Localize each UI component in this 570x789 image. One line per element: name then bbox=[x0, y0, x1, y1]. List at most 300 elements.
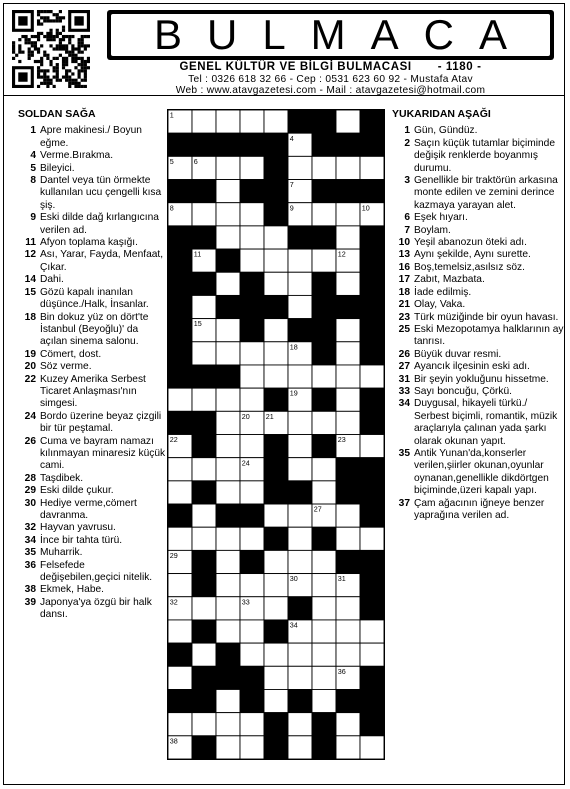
grid-cell-number: 16 bbox=[241, 319, 250, 329]
grid-cell[interactable] bbox=[288, 550, 312, 573]
grid-cell[interactable] bbox=[240, 481, 264, 504]
across-clue bbox=[10, 374, 166, 411]
grid-cell[interactable] bbox=[240, 203, 264, 226]
down-clue bbox=[384, 237, 564, 249]
across-clue bbox=[10, 547, 166, 559]
grid-cell[interactable] bbox=[336, 527, 360, 550]
across-clue-number: 24 bbox=[24, 410, 36, 422]
grid-cell-number: 5 bbox=[169, 156, 174, 166]
grid-cell[interactable] bbox=[216, 388, 240, 411]
grid-cell[interactable] bbox=[312, 620, 336, 643]
down-clue bbox=[384, 125, 564, 137]
grid-block bbox=[216, 365, 240, 388]
grid-block bbox=[168, 411, 192, 434]
down-clue bbox=[384, 287, 564, 299]
grid-block bbox=[240, 272, 264, 295]
grid-cell[interactable] bbox=[240, 713, 264, 736]
across-clue-number: 39 bbox=[24, 596, 36, 608]
grid-block bbox=[192, 574, 216, 597]
down-clue-number: 2 bbox=[404, 137, 410, 149]
grid-cell[interactable] bbox=[312, 689, 336, 712]
grid-block bbox=[288, 597, 312, 620]
across-clue-number: 14 bbox=[24, 274, 36, 286]
grid-block bbox=[360, 319, 384, 342]
grid-cell[interactable] bbox=[240, 342, 264, 365]
grid-cell[interactable] bbox=[168, 574, 192, 597]
grid-cell-number: 31 bbox=[337, 574, 346, 584]
down-clue bbox=[384, 249, 564, 261]
grid-cell[interactable] bbox=[360, 156, 384, 179]
grid-block bbox=[360, 713, 384, 736]
grid-cell[interactable] bbox=[288, 458, 312, 481]
down-clue-number: 7 bbox=[404, 224, 410, 236]
grid-block bbox=[192, 620, 216, 643]
grid-cell[interactable] bbox=[312, 481, 336, 504]
grid-block bbox=[336, 133, 360, 156]
grid-cell[interactable] bbox=[240, 226, 264, 249]
grid-block bbox=[312, 319, 336, 342]
grid-cell[interactable] bbox=[192, 713, 216, 736]
across-clue-number: 19 bbox=[24, 348, 36, 360]
grid-cell[interactable] bbox=[288, 643, 312, 666]
down-clue-text: Boş,temelsiz,asılsız söz. bbox=[414, 261, 525, 273]
grid-block bbox=[192, 180, 216, 203]
down-clue-text: Ayancık ilçesinin eski adı. bbox=[414, 361, 530, 373]
grid-cell[interactable] bbox=[240, 388, 264, 411]
grid-cell[interactable] bbox=[264, 342, 288, 365]
grid-cell-number: 2 bbox=[313, 110, 318, 120]
across-clue bbox=[10, 485, 166, 497]
grid-block bbox=[168, 319, 192, 342]
across-clue bbox=[10, 535, 166, 547]
grid-cell[interactable] bbox=[336, 272, 360, 295]
grid-cell[interactable] bbox=[264, 249, 288, 272]
across-clue-text: Bordo üzerine beyaz çizgili bir tür peştamal. bbox=[40, 410, 162, 435]
across-clue bbox=[10, 436, 166, 473]
grid-cell-number: 29 bbox=[169, 550, 178, 560]
grid-cell-number: 6 bbox=[193, 156, 198, 166]
grid-block bbox=[312, 295, 336, 318]
grid-cell[interactable] bbox=[240, 365, 264, 388]
grid-cell[interactable] bbox=[192, 110, 216, 133]
across-clues bbox=[10, 108, 166, 622]
grid-cell[interactable] bbox=[240, 527, 264, 550]
down-clue-text: Gün, Gündüz. bbox=[414, 125, 478, 137]
grid-cell[interactable] bbox=[264, 666, 288, 689]
down-clue-number: 27 bbox=[398, 361, 410, 373]
across-clue bbox=[10, 249, 166, 274]
grid-cell-number: 33 bbox=[241, 597, 250, 607]
grid-cell[interactable] bbox=[360, 527, 384, 550]
grid-cell[interactable] bbox=[216, 574, 240, 597]
down-clue bbox=[384, 386, 564, 398]
grid-cell[interactable] bbox=[240, 736, 264, 759]
grid-cell[interactable] bbox=[360, 620, 384, 643]
down-clue bbox=[384, 361, 564, 373]
grid-block bbox=[336, 295, 360, 318]
across-clue-text: İnce bir tahta türü. bbox=[40, 534, 123, 546]
subtitle bbox=[107, 61, 554, 73]
grid-cell[interactable] bbox=[336, 156, 360, 179]
grid-cell[interactable] bbox=[336, 226, 360, 249]
grid-block bbox=[264, 481, 288, 504]
grid-cell-number: 30 bbox=[289, 574, 298, 584]
grid-block bbox=[240, 550, 264, 573]
grid-cell[interactable] bbox=[336, 620, 360, 643]
grid-cell[interactable] bbox=[288, 295, 312, 318]
grid-cell[interactable] bbox=[240, 249, 264, 272]
qr-code-icon bbox=[12, 10, 90, 88]
grid-cell[interactable] bbox=[336, 388, 360, 411]
grid-cell[interactable] bbox=[288, 527, 312, 550]
grid-block bbox=[360, 226, 384, 249]
across-clue-number: 30 bbox=[24, 497, 36, 509]
grid-cell-number: 35 bbox=[169, 643, 178, 653]
down-clue-text: Genellikle bir traktörün arkasına monte edilen ve zemini derince kazmaya yarayan alet. bbox=[414, 175, 558, 211]
grid-cell[interactable] bbox=[288, 411, 312, 434]
down-clue-number: 17 bbox=[398, 274, 410, 286]
grid-block bbox=[360, 550, 384, 573]
grid-cell[interactable] bbox=[336, 504, 360, 527]
grid-cell[interactable] bbox=[216, 481, 240, 504]
grid-cell[interactable] bbox=[216, 597, 240, 620]
grid-cell[interactable] bbox=[336, 365, 360, 388]
grid-block bbox=[336, 550, 360, 573]
grid-cell[interactable] bbox=[192, 342, 216, 365]
grid-block bbox=[288, 226, 312, 249]
down-clue-list bbox=[384, 125, 564, 522]
grid-block bbox=[240, 666, 264, 689]
grid-cell[interactable] bbox=[216, 411, 240, 434]
grid-cell[interactable] bbox=[288, 156, 312, 179]
grid-cell[interactable] bbox=[288, 272, 312, 295]
grid-block bbox=[360, 504, 384, 527]
grid-cell[interactable] bbox=[288, 666, 312, 689]
grid-block bbox=[168, 272, 192, 295]
grid-cell[interactable] bbox=[312, 574, 336, 597]
across-clue bbox=[10, 125, 166, 150]
across-clue-text: Cömert, dost. bbox=[40, 348, 102, 360]
title-banner-inner bbox=[111, 11, 550, 58]
page-title: BULMACA bbox=[153, 11, 533, 58]
grid-cell[interactable] bbox=[216, 203, 240, 226]
across-clue bbox=[10, 498, 166, 523]
across-clue-number: 26 bbox=[24, 435, 36, 447]
grid-block bbox=[312, 133, 336, 156]
grid-cell-number: 28 bbox=[313, 527, 322, 537]
across-clue-number: 35 bbox=[24, 547, 36, 559]
grid-cell[interactable] bbox=[264, 226, 288, 249]
across-clue bbox=[10, 411, 166, 436]
across-clue-number: 29 bbox=[24, 485, 36, 497]
down-clue bbox=[384, 312, 564, 324]
grid-cell[interactable] bbox=[336, 736, 360, 759]
grid-cell[interactable] bbox=[168, 620, 192, 643]
grid-block bbox=[360, 574, 384, 597]
down-clue-text: İade edilmiş. bbox=[414, 286, 472, 298]
grid-cell[interactable] bbox=[168, 388, 192, 411]
grid-cell[interactable] bbox=[360, 365, 384, 388]
grid-cell-number: 32 bbox=[169, 597, 178, 607]
down-clue-number: 1 bbox=[404, 125, 410, 137]
grid-cell[interactable] bbox=[336, 597, 360, 620]
grid-cell[interactable] bbox=[240, 643, 264, 666]
grid-cell[interactable] bbox=[312, 643, 336, 666]
down-clue bbox=[384, 274, 564, 286]
grid-cell[interactable] bbox=[216, 527, 240, 550]
grid-cell[interactable] bbox=[336, 110, 360, 133]
grid-block bbox=[216, 295, 240, 318]
grid-cell[interactable] bbox=[288, 435, 312, 458]
grid-cell-number: 17 bbox=[169, 342, 178, 352]
grid-cell-number: 27 bbox=[313, 504, 322, 514]
grid-cell-number: 14 bbox=[265, 296, 274, 306]
grid-cell[interactable] bbox=[312, 458, 336, 481]
grid-cell[interactable] bbox=[264, 643, 288, 666]
grid-block bbox=[168, 365, 192, 388]
grid-cell[interactable] bbox=[288, 713, 312, 736]
grid-cell-number: 4 bbox=[289, 133, 294, 143]
grid-cell[interactable] bbox=[216, 736, 240, 759]
grid-block bbox=[216, 643, 240, 666]
grid-cell[interactable] bbox=[216, 272, 240, 295]
grid-cell[interactable] bbox=[264, 272, 288, 295]
grid-block bbox=[192, 481, 216, 504]
grid-cell-number: 19 bbox=[289, 388, 298, 398]
grid-cell[interactable] bbox=[216, 435, 240, 458]
grid-cell[interactable] bbox=[192, 527, 216, 550]
grid-cell-number: 24 bbox=[241, 458, 250, 468]
grid-block bbox=[192, 133, 216, 156]
grid-block bbox=[192, 435, 216, 458]
across-clue-number: 36 bbox=[24, 559, 36, 571]
down-clue-text: Duygusal, hikayeli türkü./ Serbest biçimli, romantik, müzik araçlarıyla çalınan yada şarkı olarak okunan yapıt. bbox=[414, 398, 558, 447]
grid-cell[interactable] bbox=[264, 110, 288, 133]
across-clue-number: 1 bbox=[30, 125, 36, 137]
grid-cell[interactable] bbox=[216, 156, 240, 179]
across-clue-text: Dahi. bbox=[40, 274, 64, 286]
grid-cell[interactable] bbox=[192, 597, 216, 620]
down-clue-text: Türk müziğinde bir oyun havası. bbox=[414, 311, 559, 323]
grid-cell[interactable] bbox=[216, 110, 240, 133]
grid-block bbox=[264, 203, 288, 226]
grid-cell[interactable] bbox=[192, 295, 216, 318]
down-clue bbox=[384, 138, 564, 175]
across-clue bbox=[10, 361, 166, 373]
grid-cell[interactable] bbox=[312, 156, 336, 179]
grid-cell[interactable] bbox=[192, 643, 216, 666]
grid-block bbox=[312, 435, 336, 458]
across-clue-text: Afyon toplama kaşığı. bbox=[40, 237, 138, 249]
down-clue-text: Aynı şekilde, Aynı surette. bbox=[414, 249, 531, 261]
grid-block bbox=[312, 226, 336, 249]
grid-cell[interactable] bbox=[360, 736, 384, 759]
grid-cell[interactable] bbox=[192, 458, 216, 481]
across-clue-number: 32 bbox=[24, 522, 36, 534]
grid-cell-number: 7 bbox=[289, 180, 294, 190]
grid-cell[interactable] bbox=[336, 203, 360, 226]
grid-cell[interactable] bbox=[264, 550, 288, 573]
down-clue bbox=[384, 448, 564, 498]
down-clue-number: 18 bbox=[398, 286, 410, 298]
grid-cell[interactable] bbox=[312, 249, 336, 272]
grid-cell[interactable] bbox=[216, 550, 240, 573]
grid-block bbox=[240, 295, 264, 318]
grid-cell[interactable] bbox=[240, 156, 264, 179]
down-clue-number: 6 bbox=[404, 212, 410, 224]
across-clue-number: 9 bbox=[30, 212, 36, 224]
down-clue-text: Antik Yunan'da,konserler verilen,şiirler okunan,oyunlar oynanan,genellikle dikdörtgen biçiminde,üzeri kapalı yapı. bbox=[414, 447, 549, 497]
grid-cell-number: 22 bbox=[169, 435, 178, 445]
down-clue-number: 3 bbox=[404, 175, 410, 187]
grid-block bbox=[312, 736, 336, 759]
across-clue bbox=[10, 175, 166, 212]
across-clue bbox=[10, 560, 166, 585]
across-clue-text: Eski dilde çukur. bbox=[40, 485, 114, 497]
across-clue-number: 8 bbox=[30, 175, 36, 187]
across-clue-text: Ekmek, Habe. bbox=[40, 584, 104, 596]
down-clue-number: 35 bbox=[398, 447, 410, 459]
grid-cell[interactable] bbox=[360, 435, 384, 458]
grid-cell[interactable] bbox=[288, 504, 312, 527]
grid-cell[interactable] bbox=[264, 597, 288, 620]
grid-cell[interactable] bbox=[216, 342, 240, 365]
grid-block bbox=[168, 295, 192, 318]
across-clue bbox=[10, 237, 166, 249]
grid-cell-number: 3 bbox=[361, 110, 366, 120]
grid-block bbox=[264, 620, 288, 643]
grid-block bbox=[336, 458, 360, 481]
grid-cell[interactable] bbox=[168, 527, 192, 550]
down-clue-number: 31 bbox=[398, 373, 410, 385]
grid-cell[interactable] bbox=[240, 574, 264, 597]
across-clue-text: Kuzey Amerika Serbest Ticaret Anlaşması'nın simgesi. bbox=[40, 373, 146, 410]
grid-block bbox=[336, 180, 360, 203]
grid-cell-number: 9 bbox=[289, 203, 294, 213]
grid-cell[interactable] bbox=[168, 713, 192, 736]
down-clue-text: Bir şeyin yokluğunu hissetme. bbox=[414, 373, 549, 385]
grid-cell[interactable] bbox=[216, 180, 240, 203]
grid-cell[interactable] bbox=[360, 643, 384, 666]
grid-cell[interactable] bbox=[264, 365, 288, 388]
grid-block bbox=[240, 180, 264, 203]
grid-cell[interactable] bbox=[312, 550, 336, 573]
contact-web-line: Web : www.atavgazetesi.com - Mail : atavgazetesi@hotmail.com bbox=[175, 85, 486, 96]
grid-cell[interactable] bbox=[216, 458, 240, 481]
down-clue-text: Olay, Vaka. bbox=[414, 299, 466, 311]
grid-cell-number: 10 bbox=[361, 203, 370, 213]
grid-cell[interactable] bbox=[312, 666, 336, 689]
grid-cell[interactable] bbox=[216, 226, 240, 249]
grid-block bbox=[192, 550, 216, 573]
grid-block bbox=[168, 180, 192, 203]
grid-cell[interactable] bbox=[312, 203, 336, 226]
grid-cell[interactable] bbox=[240, 620, 264, 643]
grid-cell[interactable] bbox=[192, 203, 216, 226]
across-clue-text: Dantel veya tün örmekte kullanılan ucu çengelli kısa şiş. bbox=[40, 175, 162, 211]
grid-cell[interactable] bbox=[264, 689, 288, 712]
across-clue-number: 5 bbox=[30, 162, 36, 174]
grid-cell[interactable] bbox=[216, 689, 240, 712]
grid-block bbox=[360, 180, 384, 203]
grid-cell[interactable] bbox=[216, 713, 240, 736]
grid-cell[interactable] bbox=[336, 319, 360, 342]
grid-cell[interactable] bbox=[288, 736, 312, 759]
grid-cell-number: 38 bbox=[169, 736, 178, 746]
crossword-grid-svg bbox=[168, 110, 385, 760]
grid-cell[interactable] bbox=[336, 342, 360, 365]
across-clue-text: Hayvan yavrusu. bbox=[40, 522, 116, 534]
down-clue bbox=[384, 349, 564, 361]
grid-block bbox=[264, 458, 288, 481]
grid-cell[interactable] bbox=[192, 504, 216, 527]
across-clue-number: 12 bbox=[24, 249, 36, 261]
grid-cell[interactable] bbox=[216, 319, 240, 342]
grid-block bbox=[288, 689, 312, 712]
across-clue-number: 15 bbox=[24, 286, 36, 298]
grid-block bbox=[192, 365, 216, 388]
grid-block bbox=[336, 481, 360, 504]
grid-block bbox=[168, 249, 192, 272]
grid-cell[interactable] bbox=[336, 411, 360, 434]
down-clue-text: Eşek hıyarı. bbox=[414, 212, 468, 224]
grid-block bbox=[192, 272, 216, 295]
down-clue-text: Sayı boncuğu, Çörkü. bbox=[414, 385, 512, 397]
grid-cell[interactable] bbox=[216, 620, 240, 643]
grid-block bbox=[360, 272, 384, 295]
down-clue bbox=[384, 262, 564, 274]
grid-cell[interactable] bbox=[240, 435, 264, 458]
grid-block bbox=[312, 180, 336, 203]
grid-block bbox=[192, 666, 216, 689]
grid-cell[interactable] bbox=[192, 388, 216, 411]
grid-cell[interactable] bbox=[312, 597, 336, 620]
across-clue bbox=[10, 349, 166, 361]
grid-cell[interactable] bbox=[312, 365, 336, 388]
grid-block bbox=[360, 689, 384, 712]
grid-cell[interactable] bbox=[288, 365, 312, 388]
issue-number: - 1180 - bbox=[437, 61, 482, 73]
contact-phone-line: Tel : 0326 618 32 66 - Cep : 0531 623 60 92 - Mustafa Atav bbox=[188, 74, 473, 85]
grid-cell[interactable] bbox=[264, 504, 288, 527]
across-clue-text: Eski dilde dağ kırlangıcına verilen ad. bbox=[40, 212, 159, 236]
across-clue-text: Verme.Bırakma. bbox=[40, 150, 114, 162]
down-clue-number: 26 bbox=[398, 348, 410, 360]
grid-cell-number: 23 bbox=[337, 435, 346, 445]
grid-cell[interactable] bbox=[264, 574, 288, 597]
grid-block bbox=[216, 133, 240, 156]
grid-cell[interactable] bbox=[168, 458, 192, 481]
grid-cell[interactable] bbox=[240, 110, 264, 133]
grid-cell[interactable] bbox=[336, 713, 360, 736]
grid-cell[interactable] bbox=[288, 249, 312, 272]
grid-cell[interactable] bbox=[168, 666, 192, 689]
grid-cell[interactable] bbox=[168, 481, 192, 504]
grid-block bbox=[336, 689, 360, 712]
down-clue bbox=[384, 398, 564, 448]
across-clue-number: 22 bbox=[24, 373, 36, 385]
grid-block bbox=[360, 133, 384, 156]
grid-cell[interactable] bbox=[312, 411, 336, 434]
crossword-grid[interactable] bbox=[167, 109, 385, 760]
grid-cell[interactable] bbox=[336, 643, 360, 666]
down-clue-number: 37 bbox=[398, 497, 410, 509]
grid-cell[interactable] bbox=[264, 319, 288, 342]
across-clue bbox=[10, 312, 166, 349]
across-clue-number: 38 bbox=[24, 584, 36, 596]
down-clue-number: 16 bbox=[398, 261, 410, 273]
grid-block bbox=[360, 481, 384, 504]
